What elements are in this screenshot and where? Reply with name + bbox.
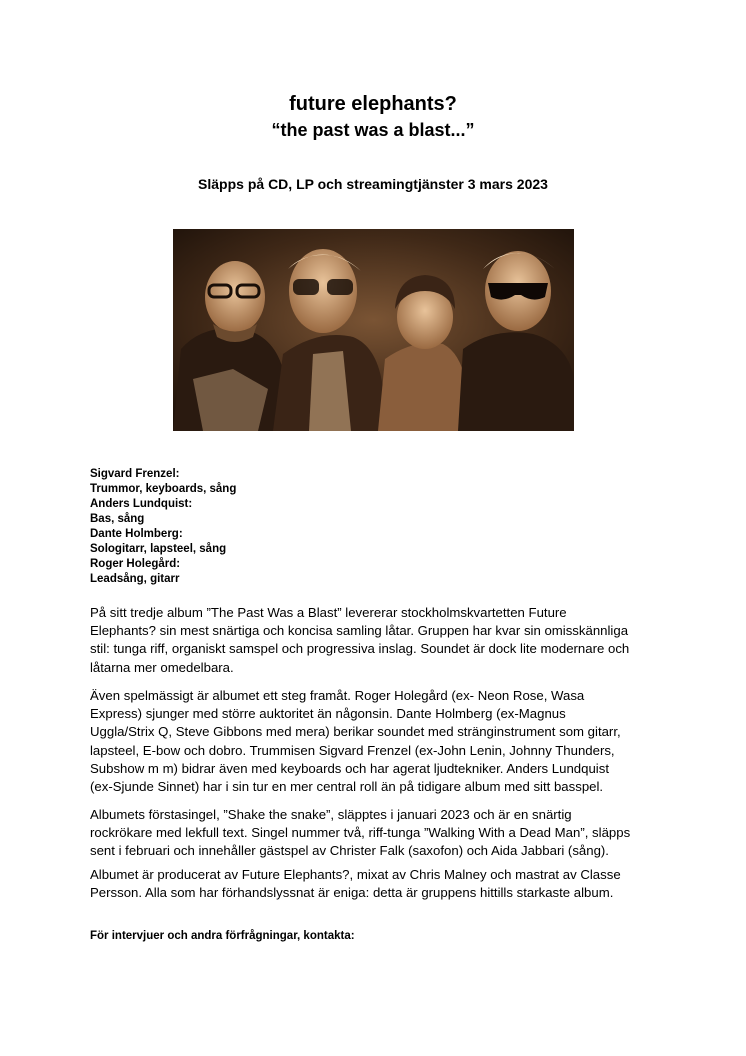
text-line: sent i februari och innehåller gästspel av Christer Falk (saxofon) och Aida Jabbari (sång). — [90, 843, 609, 859]
document-subtitle: “the past was a blast...” — [271, 120, 475, 140]
member-role: Sologitarr, lapsteel, sång — [90, 543, 227, 555]
band-members — [90, 467, 650, 587]
text-line: Albumets förstasingel, ”Shake the snake”, släpptes i januari 2023 och är en snärtig — [90, 807, 572, 822]
text-line: På sitt tredje album ”The Past Was a Blast” levererar stockholmskvartetten Future — [90, 605, 567, 620]
paragraph-singles — [90, 806, 670, 861]
text-line: Uggla/Strix Q, Steve Gibbons med mera) berikar soundet med stränginstrument som gitarr, — [90, 724, 621, 740]
text-line: Express) sjunger med större auktoritet än någonsin. Dante Holmberg (ex-Magnus — [90, 706, 566, 722]
member-name: Sigvard Frenzel: — [90, 468, 180, 480]
text-line: Persson. Alla som har förhandslyssnat är eniga: detta är gruppens hittills starkaste album. — [90, 885, 614, 901]
text-line: rockrökare med lekfull text. Singel nummer två, riff-tunga ”Walking With a Dead Man”, släpps — [90, 825, 631, 841]
member-name: Roger Holegård: — [90, 558, 181, 570]
contact-heading: För intervjuer och andra förfrågningar, kontakta: — [90, 930, 355, 942]
text-line: lapsteel, E-bow och dobro. Trummisen Sigvard Frenzel (ex-John Lenin, Johnny Thunders, — [90, 742, 615, 758]
text-line: Albumet är producerat av Future Elephants?, mixat av Chris Malney och mastrat av Classe — [90, 867, 621, 882]
text-line: stil: tunga riff, organiskt samspel och progressiva inslag. Soundet är dock lite modernare och — [90, 641, 630, 657]
text-line: Subshow m m) bidrar även med keyboards och har agerat ljudtekniker. Anders Lundquist — [90, 760, 609, 776]
band-photo — [173, 229, 574, 431]
text-line: Även spelmässigt är albumet ett steg framåt. Roger Holegård (ex- Neon Rose, Wasa — [90, 688, 585, 703]
text-line: Elephants? sin mest snärtiga och koncisa samling låtar. Gruppen har kvar sin omisskännliga — [90, 623, 629, 639]
member-role: Bas, sång — [90, 513, 145, 525]
release-info: Släpps på CD, LP och streamingtjänster 3 mars 2023 — [198, 176, 548, 192]
paragraph-intro — [90, 604, 670, 677]
text-line: låtarna mer omedelbara. — [90, 659, 234, 675]
member-role: Leadsång, gitarr — [90, 573, 180, 585]
member-name: Dante Holmberg: — [90, 528, 183, 540]
member-role: Trummor, keyboards, sång — [90, 483, 237, 495]
member-name: Anders Lundquist: — [90, 498, 193, 510]
paragraph-musicians — [90, 687, 670, 796]
text-line: (ex-Sjunde Sinnet) har i sin tur en mer central roll än på tidigare album med sitt basspel. — [90, 779, 604, 795]
document-title: future elephants? — [289, 93, 457, 115]
paragraph-production — [90, 866, 670, 902]
